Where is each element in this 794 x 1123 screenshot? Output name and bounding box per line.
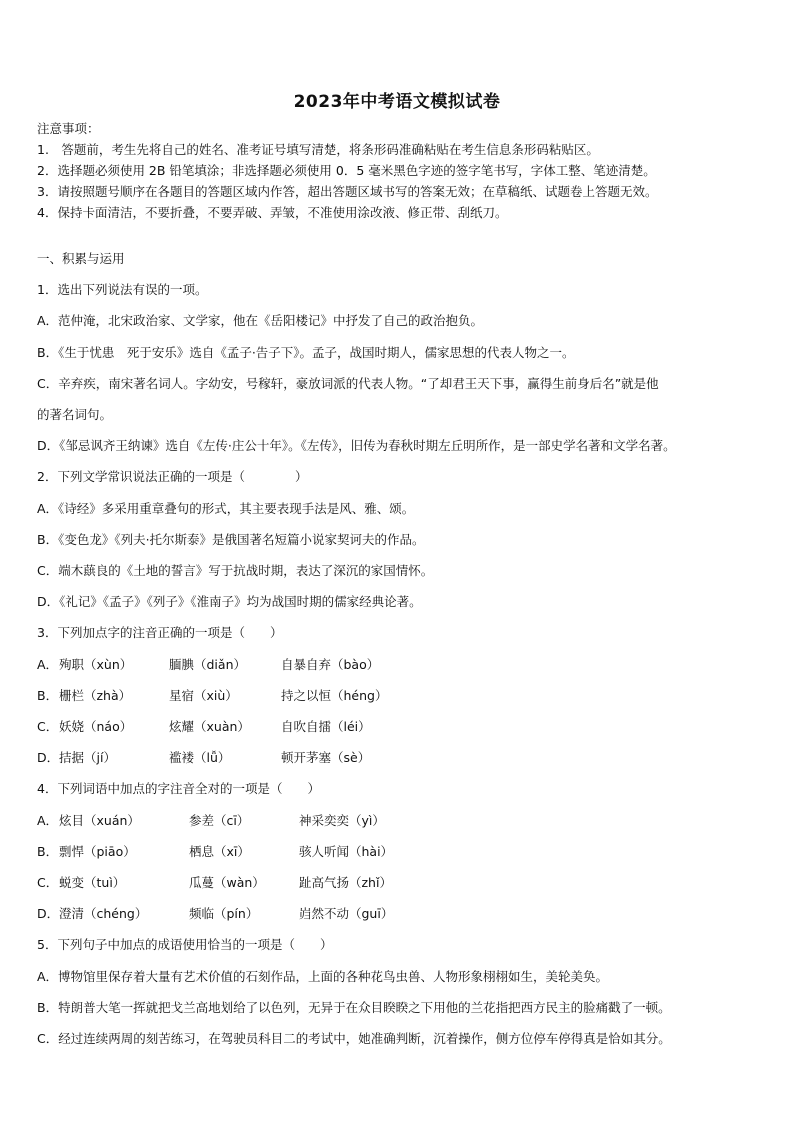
option-letter: C．: [37, 719, 59, 735]
option-word: 趾高气扬（zhǐ）: [299, 875, 392, 891]
question-4-option-a: [37, 805, 767, 836]
option-letter: D．: [37, 750, 60, 766]
question-1-option-b: B．《生于忧患 死于安乐》选自《孟子·告子下》。孟子，战国时期人，儒家思想的代表人物之一。: [37, 344, 575, 360]
question-4-stem: 4．下列词语中加点的字注音全对的一项是（ ）: [37, 781, 320, 797]
option-letter: B．: [37, 687, 59, 703]
option-word: 拮据（jí）: [59, 750, 116, 766]
question-3-option-a: [37, 649, 767, 680]
option-word: 妖娆（náo）: [59, 719, 133, 735]
option-word: 星宿（xiù）: [169, 687, 238, 703]
option-word: 蜕变（tuì）: [59, 875, 126, 891]
question-3-option-b: [37, 680, 767, 711]
option-word: 参差（cī）: [189, 812, 250, 828]
option-word: 岿然不动（guī）: [299, 906, 394, 922]
question-1-option-c-cont: 的著名词句。: [37, 407, 113, 423]
option-word: 栅栏（zhà）: [59, 687, 132, 703]
question-4-option-c: [37, 867, 767, 898]
section-heading: 一、积累与运用: [37, 251, 125, 266]
question-4-option-b: [37, 836, 767, 867]
question-1-stem: 1．选出下列说法有误的一项。: [37, 282, 208, 298]
option-letter: D．: [37, 906, 60, 922]
question-2-option-a: A．《诗经》多采用重章叠句的形式，其主要表现手法是风、雅、颂。: [37, 500, 415, 516]
option-word: 澄清（chéng）: [59, 906, 148, 922]
question-5-option-b: B．特朗普大笔一挥就把戈兰高地划给了以色列，无异于在众目睽睽之下用他的兰花指把西方民主的脸痛戳了一顿。: [37, 999, 671, 1015]
option-word: 腼腆（diǎn）: [169, 656, 246, 672]
notes-block: [37, 118, 767, 223]
option-word: 炫耀（xuàn）: [169, 719, 250, 735]
question-1-option-a: A．范仲淹，北宋政治家、文学家，他在《岳阳楼记》中抒发了自己的政治抱负。: [37, 313, 484, 329]
question-3-option-d: [37, 742, 767, 773]
option-word: 顿开茅塞（sè）: [281, 750, 371, 766]
question-3-option-c: [37, 711, 767, 742]
option-letter: B．: [37, 843, 59, 859]
option-letter: A．: [37, 812, 59, 828]
question-2-stem: 2．下列文学常识说法正确的一项是（ ）: [37, 469, 308, 485]
option-letter: C．: [37, 875, 59, 891]
option-word: 神采奕奕（yì）: [299, 812, 385, 828]
question-1-option-d: D．《邹忌讽齐王纳谏》选自《左传·庄公十年》。《左传》，旧传为春秋时期左丘明所作，是一部史学名著和文学名著。: [37, 438, 676, 454]
option-word: 殉职（xùn）: [59, 656, 133, 672]
option-word: 频临（pín）: [189, 906, 259, 922]
question-5-option-a: A．博物馆里保存着大量有艺术价值的石刻作品，上面的各种花鸟虫兽、人物形象栩栩如生，美轮美奂。: [37, 968, 609, 984]
option-letter: A．: [37, 656, 59, 672]
notes-heading: 注意事项：: [37, 121, 100, 136]
option-word: 栖息（xī）: [189, 843, 250, 859]
option-word: 自吹自擂（léi）: [281, 719, 371, 735]
option-word: 骇人听闻（hài）: [299, 843, 394, 859]
option-word: 自暴自弃（bào）: [281, 656, 380, 672]
questions-block: [37, 243, 767, 1054]
question-2-option-c: C．端木蕻良的《土地的誓言》写于抗战时期，表达了深沉的家国情怀。: [37, 563, 434, 579]
question-3-stem: 3．下列加点字的注音正确的一项是（ ）: [37, 625, 283, 641]
option-word: 持之以恒（héng）: [281, 687, 388, 703]
notes-item: 3．请按照题号顺序在各题目的答题区域内作答，超出答题区域书写的答案无效；在草稿纸、试题卷上答题无效。: [37, 184, 658, 199]
question-5-stem: 5．下列句子中加点的成语使用恰当的一项是（ ）: [37, 937, 333, 953]
notes-item: 1. 答题前，考生先将自己的姓名、准考证号填写清楚，将条形码准确粘贴在考生信息条形码粘贴区。: [37, 142, 599, 157]
option-word: 瓜蔓（wàn）: [189, 875, 265, 891]
notes-item: 4．保持卡面清洁，不要折叠，不要弄破、弄皱，不准使用涂改液、修正带、刮纸刀。: [37, 205, 508, 220]
question-5-option-c: C．经过连续两周的刻苦练习，在驾驶员科目二的考试中，她准确判断，沉着操作，侧方位停车停得真是恰如其分。: [37, 1031, 671, 1047]
question-2-option-d: D．《礼记》《孟子》《列子》《淮南子》均为战国时期的儒家经典论著。: [37, 594, 422, 610]
option-word: 剽悍（piāo）: [59, 843, 136, 859]
page-title: 2023年中考语文模拟试卷: [293, 92, 501, 112]
option-word: 炫目（xuán）: [59, 812, 140, 828]
option-word: 褴褛（lǚ）: [169, 750, 231, 766]
question-2-option-b: B．《变色龙》《列夫·托尔斯泰》是俄国著名短篇小说家契诃夫的作品。: [37, 531, 425, 547]
question-1-option-c: C．辛弃疾，南宋著名词人。字幼安，号稼轩，豪放词派的代表人物。“了却君王天下事，赢得生前身后名”就是他: [37, 375, 659, 391]
notes-item: 2．选择题必须使用 2B 铅笔填涂；非选择题必须使用 0．5 毫米黑色字迹的签字笔书写，字体工整、笔迹清楚。: [37, 163, 656, 178]
question-4-option-d: [37, 898, 767, 929]
